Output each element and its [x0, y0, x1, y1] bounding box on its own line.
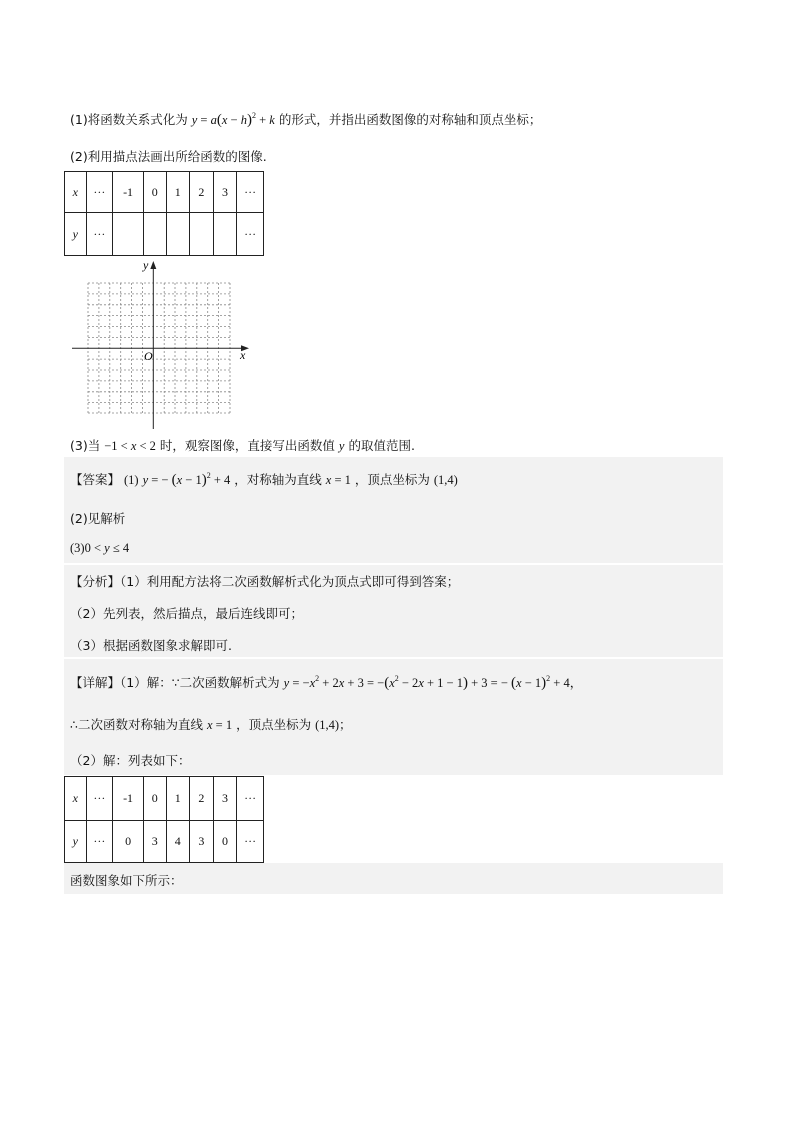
- table2-cell: 3: [190, 821, 214, 863]
- table1-cell: ···: [86, 213, 113, 256]
- table2-cell: ···: [86, 777, 113, 821]
- table2-cell: 2: [190, 777, 214, 821]
- question-2: (2)利用描点法画出所给函数的图像.: [70, 149, 267, 164]
- analysis-line-3: （3）根据函数图象求解即可.: [70, 638, 232, 653]
- q1-formula: y: [191, 113, 198, 127]
- table2-cell: 0: [143, 777, 166, 821]
- question-1: (1)将函数关系式化为 $y = a(x - h)^2 + k$ 的形式，并指出函数图像的对称轴和顶点坐标；: [70, 111, 542, 128]
- detail-line-3: （2）解：列表如下：: [70, 753, 191, 768]
- answer-line-1: 【答案】 (1) y = − $(x - 1)^2 + 4$ ，对称轴为直线 x = 1 ，顶点坐标为 (1,4): [70, 471, 458, 488]
- table1-cell: [213, 213, 237, 256]
- table2-cell: ···: [86, 821, 113, 863]
- detail-line-4: 函数图象如下所示：: [70, 873, 183, 888]
- q1-mid: 的形式，并指出函数图像的对称轴和顶点坐标；: [278, 112, 542, 127]
- table2-cell: 3: [143, 821, 166, 863]
- table2-cell: -1: [113, 777, 144, 821]
- table1-cell: [166, 213, 190, 256]
- value-table-filled: [64, 776, 264, 863]
- table2-x-label: x: [65, 777, 87, 821]
- answer-tag: 【答案】: [70, 472, 121, 487]
- coordinate-grid: [68, 257, 254, 429]
- table1-cell: 3: [213, 172, 237, 213]
- origin-label: O: [144, 349, 153, 363]
- table2-cell: ···: [237, 777, 264, 821]
- y-axis-label: y: [143, 258, 149, 272]
- table1-x-label: x: [65, 172, 87, 213]
- table2-cell: 4: [166, 821, 190, 863]
- table2-cell: 3: [213, 777, 237, 821]
- table1-cell: 1: [166, 172, 190, 213]
- table1-y-label: y: [65, 213, 87, 256]
- value-table-empty: [64, 171, 264, 256]
- y-axis-arrow: [150, 261, 156, 269]
- table2-cell: 0: [213, 821, 237, 863]
- q1-prefix: (1)将函数关系式化为: [70, 112, 188, 127]
- question-3: (3)当 −1 < x < 2 时，观察图像，直接写出函数值 y 的取值范围.: [70, 438, 415, 453]
- table1-cell: [143, 213, 166, 256]
- table2-cell: 1: [166, 777, 190, 821]
- table1-cell: -1: [113, 172, 144, 213]
- table1-cell: ···: [86, 172, 113, 213]
- table2-cell: ···: [237, 821, 264, 863]
- table1-cell: ···: [237, 172, 264, 213]
- table2-y-label: y: [65, 821, 87, 863]
- detail-line-1: 【详解】（1）解：∵二次函数解析式为 $y = -x^2 + 2x + 3 = -(x^2 - 2x + 1 - 1) + 3$ = − $(x - 1)^2 + 4$，: [70, 674, 583, 691]
- table2-cell: 0: [113, 821, 144, 863]
- x-axis-label: x: [240, 348, 246, 362]
- detail-line-2: ∴二次函数对称轴为直线 x = 1 ，顶点坐标为 (1,4)；: [70, 717, 352, 732]
- table1-cell: 2: [190, 172, 214, 213]
- detail-tag: 【详解】: [70, 675, 121, 690]
- answer-line-2: (2)见解析: [70, 511, 126, 526]
- table1-cell: [113, 213, 144, 256]
- table1-cell: [190, 213, 214, 256]
- analysis-line-2: （2）先列表，然后描点，最后连线即可；: [70, 606, 303, 621]
- answer-line-3: (3)0 < y ≤ 4: [70, 541, 130, 555]
- table1-cell: ···: [237, 213, 264, 256]
- analysis-tag: 【分析】: [70, 574, 121, 589]
- analysis-line-1: 【分析】（1）利用配方法将二次函数解析式化为顶点式即可得到答案；: [70, 574, 460, 589]
- table1-cell: 0: [143, 172, 166, 213]
